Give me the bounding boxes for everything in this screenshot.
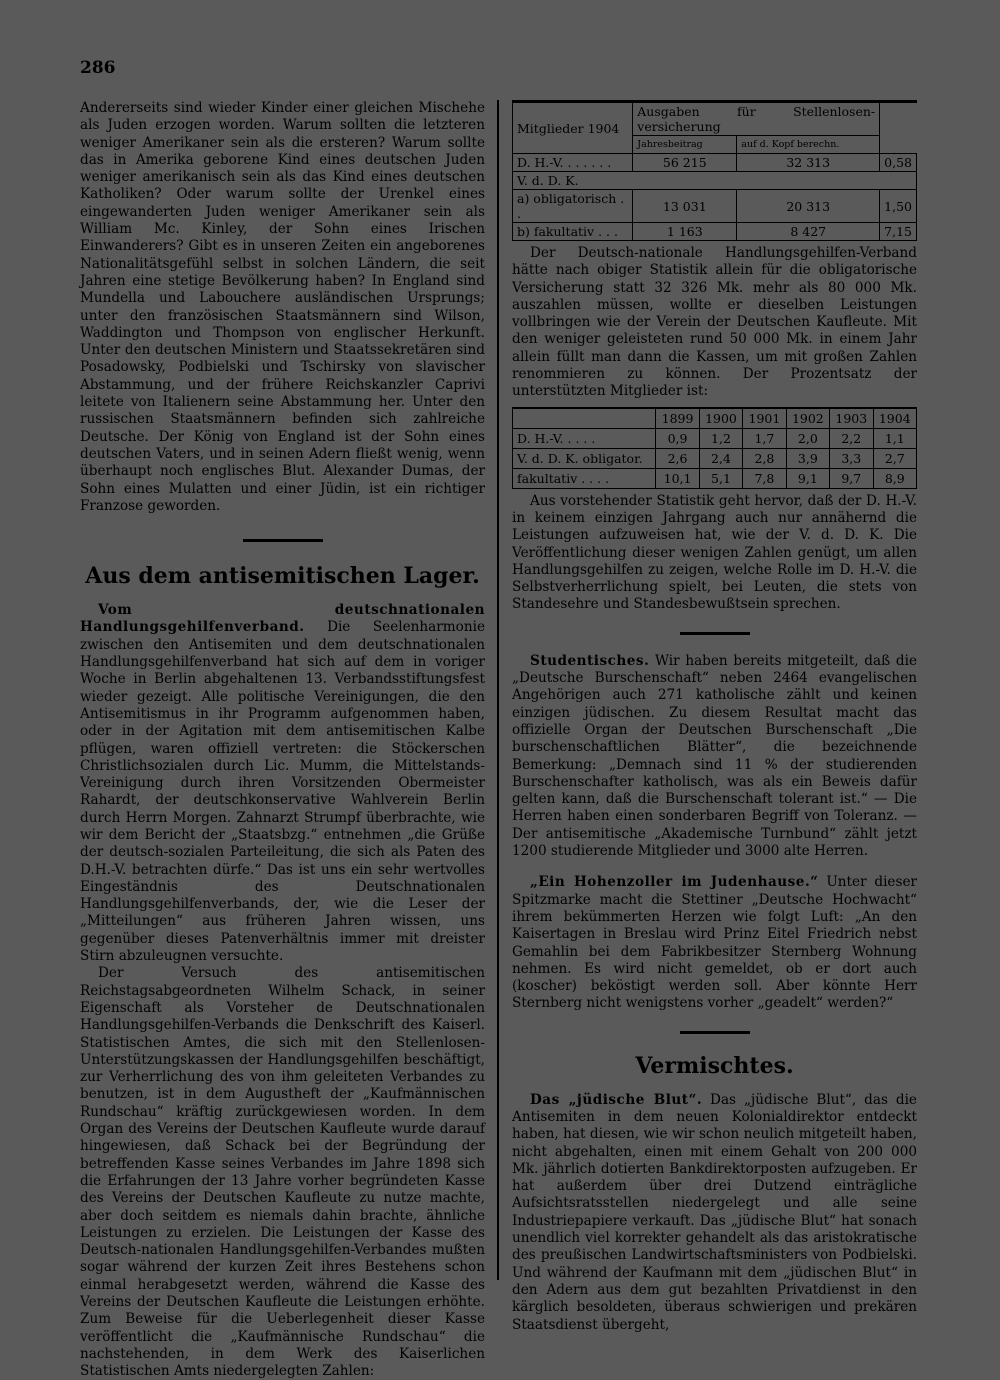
- table-cell: 32 313: [737, 154, 880, 172]
- table-cell: 0,58: [880, 154, 917, 172]
- table-cell: 5,1: [699, 468, 742, 488]
- article-paragraph: [512, 874, 917, 1012]
- table-cell: 2,7: [873, 448, 916, 468]
- article-text: Unter dieser Spitzmarke macht die Stettiner „Deutsche Hochwacht“ ihrem bekümmerten Herzen wie folgt Luft: „An den Kaisertagen in Breslau wird Prinz Eitel Friedrich nebst Gemahlin bei dem Fabrikbesitzer Sternberg Wohnung nehmen. Es wird nicht gemeldet, ob er dort auch (koscher) beköstigt werden soll. Aber könnte Herr Sternberg nicht wenigstens vorher „geadelt“ werden?“: [512, 874, 917, 1012]
- table-cell: 9,7: [830, 468, 873, 488]
- table-row: [513, 448, 917, 468]
- table-cell: 1,1: [873, 428, 916, 448]
- table-row: [513, 428, 917, 448]
- table-row: [513, 172, 917, 190]
- row-label: D. H.-V. . . . . . .: [513, 154, 633, 172]
- row-label: b) fakultativ . . .: [513, 223, 633, 241]
- article-text: Wir haben bereits mitgeteilt, daß die „Deutsche Burschenschaft“ neben 2464 evangelischen Angehörigen auch 271 katholische zählt und keinen einzigen jüdischen. Zu diesem Resultat macht das offizielle Organ der Deutschen Burschenschaft „Die burschenschaftlichen Blätter“, die bezeichnende Bemerkung: „Demnach sind 11 % der studierenden Burschenschafter katholisch, was als ein Beweis dafür gelten kann, daß die Burschenschaft tolerant ist.“ — Die Herren haben einen sonderbaren Begriff von Toleranz. — Der antisemitische „Akademische Turnbund“ zählt jetzt 1200 studierende Mitglieder und 3000 alte Herren.: [512, 652, 917, 860]
- table-cell: 20 313: [737, 190, 880, 223]
- table-cell: 10,1: [656, 468, 699, 488]
- insurance-table: [512, 100, 917, 241]
- article-title: „Ein Hohenzoller im Judenhause.“: [530, 874, 819, 891]
- row-label: V. d. D. K.: [513, 172, 917, 190]
- year-header: 1901: [743, 408, 786, 429]
- table-header-empty: [513, 408, 656, 429]
- table-cell: 13 031: [633, 190, 737, 223]
- table-header: Mitglieder 1904: [513, 102, 633, 154]
- year-header: 1902: [786, 408, 829, 429]
- right-column: [512, 100, 917, 1334]
- article-text: Die Seelenharmonie zwischen den Antisemiten und dem deutschnationalen Handlungsgehilfenverband hat sich auf dem in voriger Woche in Berlin abgehaltenen 13. Verbandsstiftungsfest wieder gezeigt. Alle politische Vereinigungen, die den Antisemitismus in ihr Programm aufgenommen haben, oder in der Agitation mit dem antisemitischen Kalbe pflügen, waren offiziell vertreten: die Stöckerschen Christlichsozialen durch Lic. Mumm, die Mittelstands-Vereinigung durch ihren Vorsitzenden Obermeister Rahardt, der deutschkonservative Wahlverein Berlin durch Herrn Morgen. Zahnarzt Strumpf überbrachte, wie wir dem Bericht der „Staatsbzg.“ entnehmen „die Grüße der deutsch-sozialen Parteileitung, die sich als Paten des D.H.-V. betrachten dürfe.“ Das ist uns ein sehr wertvolles Eingeständnis des Deutschnationalen Handlungsgehilfenverbands, der, wie die Leser der „Mitteilungen“ aus früheren Jahren wissen, uns gegenüber dieses Patenverhältnis immer mit dreister Stirn abzuleugnen versuchte.: [80, 619, 485, 965]
- table-cell: 0,9: [656, 428, 699, 448]
- article-paragraph: [512, 1092, 917, 1334]
- table-cell: 3,3: [830, 448, 873, 468]
- table-cell: 1,7: [743, 428, 786, 448]
- row-label: a) obligatorisch . .: [513, 190, 633, 223]
- table-cell: 2,4: [699, 448, 742, 468]
- article-paragraph: Der Deutsch-nationale Handlungsgehilfen-Verband hätte nach obiger Statistik allein für die obligatorische Versicherung statt 32 326 Mk. mehr als 80 000 Mk. auszahlen müssen, wollte er dieselben Leistungen vollbringen wie der Verein der Deutschen Kaufleute. Mit den weniger geleisteten rund 50 000 Mk. in einem Jahr allein füllt man dann die Kassen, um mit großen Zahlen renommieren zu können. Der Prozentsatz der unterstützten Mitglieder ist:: [512, 245, 917, 400]
- article-title: Vom deutschnationalen Handlungsgehilfenverband.: [80, 602, 485, 636]
- table-row: [513, 190, 917, 223]
- year-header: 1904: [873, 408, 916, 429]
- section-title: Vermischtes.: [635, 1052, 794, 1079]
- table-cell: 7,15: [880, 223, 917, 241]
- table-cell: 1 163: [633, 223, 737, 241]
- left-column: [80, 100, 485, 1380]
- year-header: 1899: [656, 408, 699, 429]
- page-number: 286: [80, 58, 116, 78]
- table-cell: 1,2: [699, 428, 742, 448]
- table-cell: 2,0: [786, 428, 829, 448]
- table-cell: 56 215: [633, 154, 737, 172]
- separator-line: [680, 1031, 750, 1034]
- table-cell: 7,8: [743, 468, 786, 488]
- table-cell: 2,2: [830, 428, 873, 448]
- separator-line: [680, 632, 750, 635]
- table-cell: 8 427: [737, 223, 880, 241]
- table-header: Jahresbeitrag: [633, 136, 737, 154]
- article-paragraph: Aus vorstehender Statistik geht hervor, daß der D. H.-V. in keinem einzigen Jahrgang auch nur annähernd die Leistungen aufzuweisen hat, wie der V. d. D. K. Die Veröffentlichung dieser wenigen Zahlen genügt, um allen Handlungsgehilfen zu zeigen, welche Rolle im D. H.-V. die Selbstverherrlichung spielt, bei Leuten, die stets von Standesehre und Standesbewußtsein sprechen.: [512, 492, 917, 613]
- article-paragraph: [80, 602, 485, 965]
- percentage-table: [512, 407, 917, 489]
- table-cell: 9,1: [786, 468, 829, 488]
- table-header: Ausgaben für Stellenlosen-versicherung: [633, 102, 880, 136]
- row-label: D. H.-V. . . . .: [513, 428, 656, 448]
- article-text: Das „jüdische Blut“, das die Antisemiten in dem neuen Kolonialdirektor entdeckt haben, hat diesen, wie wir schon neulich mitgeteilt haben, nicht abgehalten, einen mit einem Gehalt von 200 000 Mk. jährlich dotierten Bankdirektorposten aufzugeben. Er hat außerdem über drei Dutzend einträgliche Aufsichtsratsstellen niedergelegt und alle seine Industriepapiere verkauft. Das „jüdische Blut“ hat sonach unendlich viel korrekter gehandelt als das aristokratische des preußischen Landwirtschaftsministers von Podbielski. Und während der Kaufmann mit dem „jüdischen Blut“ in den Adern aus dem gut bezahlten Privatdienst in den kärglich besoldeten, überaus schwierigen und prekären Staatsdienst übergeht,: [512, 1091, 917, 1333]
- paragraph-continued: Andererseits sind wieder Kinder einer gleichen Mischehe als Juden erzogen worden. Warum sollten die letzteren weniger Amerikaner sein als die ersteren? Warum sollte das in Amerika geborene Kind eines deutschen Juden weniger amerikanisch sein als das Kind eines deutschen Katholiken? Oder warum sollte der Urenkel eines eingewanderten Juden weniger Amerikaner sein als William Mc. Kinley, der Sohn eines Irischen Einwanderers? Gibt es in unseren Zeiten ein angeborenes Nationalitätsgefühl selbst in solchen Ländern, die seit Jahren eine stetige Bevölkerung haben? In England sind Mundella und Labouchere ausländischen Ursprungs; unter den französischen Staatsmännern sind Wilson, Waddington und Thompson von englischer Herkunft. Unter den deutschen Ministern und Staatssekretären sind Posadowsky, Podbielski und Tschirsky von slavischer Abstammung, und der frühere Reichskanzler Caprivi leitete von Italienern seine Abstammung her. Unter den russischen Staatsmännern befinden sich zahlreiche Deutsche. Der König von England ist der Sohn eines deutschen Vaters, und in seinen Adern fließt wenig, wenn überhaupt noch englisches Blut. Alexander Dumas, der Sohn eines Mulatten und einer Jüdin, ist ein richtiger Franzose geworden.: [80, 100, 485, 514]
- article-paragraph: Der Versuch des antisemitischen Reichstagsabgeordneten Wilhelm Schack, in seiner Eigenschaft als Vorsteher de Deutschnationalen Handlungsgehilfen-Verbands die Denkschrift des Kaiserl. Statistischen Amtes, die sich mit den Stellenlosen-Unterstützungskassen der Handlungsgehilfen beschäftigt, zur Verherrlichung des von ihm geleiteten Verbandes zu benutzen, ist in dem Augustheft der „Kaufmännischen Rundschau“ kräftig zurückgewiesen worden. In dem Organ des Vereins der Deutschen Kaufleute wurde darauf hingewiesen, daß Schack bei der Begründung der betreffenden Kasse seines Verbandes im Jahre 1898 sich die Erfahrungen der 13 Jahre vorher begründeten Kasse des Vereins der Deutschen Kaufleute zu nutze machte, aber doch seitdem es niemals dahin brachte, ähnliche Leistungen zu erzielen. Die Leistungen der Kasse des Deutsch-nationalen Handlungsgehilfen-Verbandes mußten sogar während der kurzen Zeit ihres Bestehens schon einmal herabgesetzt werden, während die Kasse des Vereins der Deutschen Kaufleute die Leistungen erhöhte. Zum Beweise für die Ueberlegenheit dieser Kasse veröffentlicht die „Kaufmännische Rundschau“ die nachstehenden, in dem Werk des Kaiserlichen Statistischen Amts niedergelegten Zahlen:: [80, 965, 485, 1380]
- row-label: V. d. D. K. obligator.: [513, 448, 656, 468]
- table-cell: 1,50: [880, 190, 917, 223]
- table-row: [513, 468, 917, 488]
- row-label: fakultativ . . . .: [513, 468, 656, 488]
- column-rule: [497, 100, 499, 1280]
- section-title: Aus dem antisemitischen Lager.: [85, 563, 480, 590]
- table-cell: 2,6: [656, 448, 699, 468]
- article-paragraph: [512, 653, 917, 861]
- separator-line: [243, 539, 323, 542]
- table-row: [513, 154, 917, 172]
- table-header: auf d. Kopf berechn.: [737, 136, 880, 154]
- year-header: 1900: [699, 408, 742, 429]
- article-title: Studentisches.: [530, 652, 650, 669]
- table-cell: 3,9: [786, 448, 829, 468]
- table-cell: 8,9: [873, 468, 916, 488]
- article-title: Das „jüdische Blut“.: [530, 1091, 703, 1108]
- table-cell: 2,8: [743, 448, 786, 468]
- year-header: 1903: [830, 408, 873, 429]
- table-row: [513, 223, 917, 241]
